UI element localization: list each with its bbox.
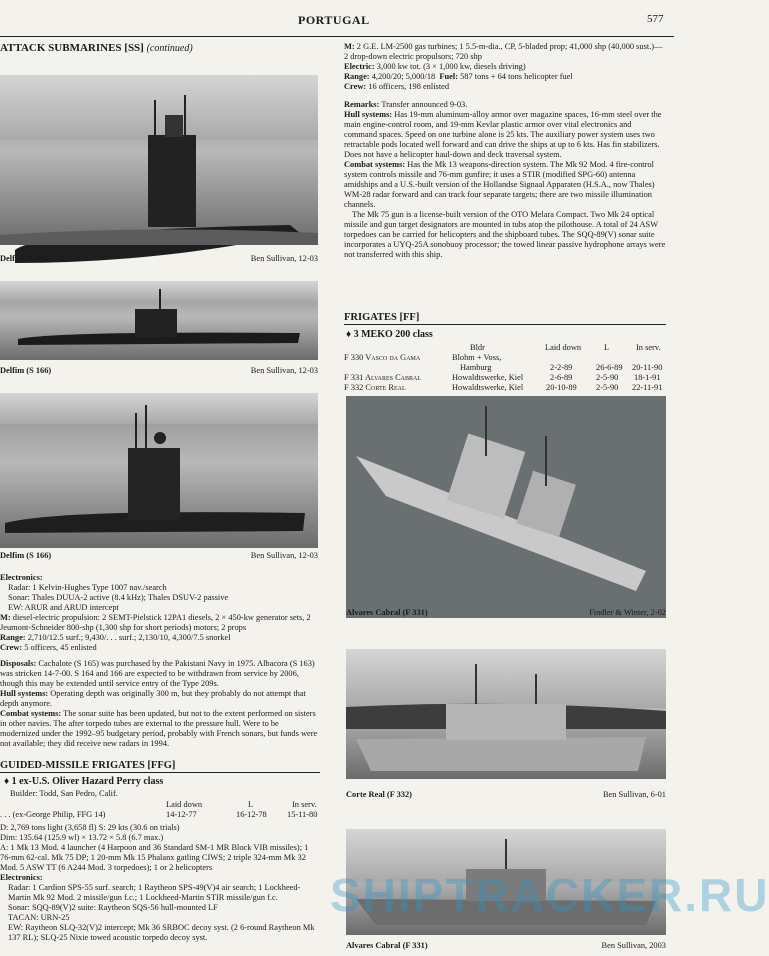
submarine-drawing: [0, 393, 318, 548]
photo-caption: Delfim (S 166): [0, 551, 52, 560]
gmf-section-title: GUIDED-MISSILE FRIGATES [FFG]: [0, 760, 176, 771]
photo-credit: Ben Sullivan, 12-03: [250, 366, 318, 375]
submarine-photo-2: [0, 281, 318, 360]
divider: [0, 772, 320, 773]
header-rule: [0, 36, 674, 37]
submarine-drawing: [0, 281, 318, 360]
photo-credit: Ben Sullivan, 12-03: [250, 551, 318, 560]
photo-caption: Corte Real (F 332): [346, 790, 412, 799]
photo-caption: Alvares Cabral (F 331): [346, 608, 428, 617]
table-row: F 330 Vasco da Gama: [344, 353, 421, 362]
watermark: SHIPTRACKER.RU: [330, 869, 769, 921]
frigate-photo-2: [346, 649, 666, 779]
photo-credit: Findler & Winter, 2-02: [589, 608, 666, 617]
photo-caption: Delfim (S 166): [0, 254, 52, 263]
country-title: PORTUGAL: [298, 13, 370, 27]
photo-caption: Alvares Cabral (F 331): [346, 941, 428, 950]
class-title: ♦ 1 ex-U.S. Oliver Hazard Perry class: [4, 776, 164, 787]
photo-caption: Delfim (S 166): [0, 366, 52, 375]
frigate-drawing: [346, 396, 666, 618]
photo-credit: Ben Sullivan, 12-03: [250, 254, 318, 263]
page-header: [0, 10, 674, 30]
submarine-photo-3: [0, 393, 318, 548]
ffg-specs: D: 2,769 tons light (3,658 fl) S: 29 kts (30.6 on trials) Dim: 135.64 (125.9 wl) × 13.72 × 5.8 (6.7 max.) A: 1 Mk 13 Mod. 4 launcher (4 Harpoon and 36 Standard SM-1 MR Block VIB missiles); 1 76-mm 62-cal. Mk 75 DP; 1 20-mm Mk 15 Phalanx gatling CIWS; 2 triple 324-mm Mk 32 Mod. 5 ASW TT (6 A244 Mod. 3 torpedoes); 1 or 2 helicopters Electronics: Radar: 1 Cardion SPS-55 surf. search; 1 Raytheon SPS-49(V)4 air search; 1 Lockheed-Martin Mk 92 Mod. 2 missile/gun f.c.; 1 Lockheed-Martin STIR missile/gun f.c. Sonar: SQQ-89(V)2 suite: Raytheon SQS-56 hull-mounted LF TACAN: URN-25 EW: Raytheon SLQ-32(V)2 intercept; Mk 36 SRBOC decoy syst. (2 6-round Raytheon Mk 137 RL); SLQ-25 Nixie towed acoustic torpedo decoy syst.: [0, 823, 315, 942]
ff-section-title: FRIGATES [FF]: [344, 312, 420, 323]
submarine-specs: Electronics: Radar: 1 Kelvin-Hughes Type 1007 nav./search Sonar: Thales DUUA-2 active (8.4 kHz); Thales DSUV-2 passive EW: ARUR and ARUD intercept M: diesel-electric propulsion: 2 SEMT-Pielstick 12PA1 diesels, 2 × 450-kw generator sets, 2 Jeumont-Schneider 800-shp (1,300 shp for short periods) motors; 2 props Range: 2,710/12.5 surf.; 9,430/. . . surf.; 2,130/10, 4,300/7.5 snorkel Crew: 5 officers, 45 enlisted Disposals: Cachalote (S 165) was purchased by the Pakistani Navy in 1975. Albacora (S 163) was stricken 14-7-00. S 164 and 166 are expected to be withdrawn from service by 2006, though this may be extended until service entry of the Type 209s. Hull systems: Operating depth was originally 300 m, but they probably do not attempt that depth anymore. Combat systems: The sonar suite has been updated, but not to the extent performed on sisters in other navies. The after torpedo tubes are external to the pressure hull. Were to be modernized under the 1992–95 budgetary period, probably with French sonars, but funds were not available; they did receive new radars in 1994.: [0, 573, 318, 748]
table-row: F 331 Alvares Cabral: [344, 373, 422, 382]
submarine-drawing: [0, 75, 318, 245]
section-title: ATTACK SUBMARINES [SS] (continued): [0, 42, 193, 54]
section-continued: (continued): [146, 43, 193, 54]
page-number: 577: [647, 13, 664, 25]
table-row: F 332 Corte Real: [344, 383, 406, 392]
frigate-photo-1: [346, 396, 666, 618]
submarine-photo-1: [0, 75, 318, 245]
photo-credit: Ben Sullivan, 2003: [601, 941, 666, 950]
frigate-drawing: [346, 649, 666, 779]
meko-class-title: ♦ 3 MEKO 200 class: [346, 329, 433, 340]
frigate-specs: M: 2 G.E. LM-2500 gas turbines; 1 5.5-m-dia., CP, 5-bladed prop; 41,000 shp (40,000 sust.)—2 drop-down electric propulsors; 720 shp Electric: 3,000 kw tot. (3 × 1,000 kw, diesels driving) Range: 4,200/20; 5,000/18 Fuel: 587 tons + 64 tons helicopter fuel Crew: 16 officers, 198 enlisted Remarks: Transfer announced 9-03. Hull systems: Has 19-mm aluminum-alloy armor over magazine spaces, 16-mm steel over the main engine-control room, and 19-mm Kevlar plastic armor over vital electronics and command spaces. Speed on one turbine alone is 25 kts. The auxiliary power system uses two retractable pods located well forward and can drive the ships at up to 6 kts. Has fin stabilizers. Does not have a helicopter haul-down and deck traversal system. Combat systems: Has the Mk 13 weapons-direction system. The Mk 92 Mod. 4 fire-control system controls missile and 76-mm gunfire; it uses a STIR (modified SPG-60) antenna amidships and a U.S.-built version of the Hollandse Signaal Apparaten (H.S.A., now Thales) WM-28 radar forward and can track four separate targets; there are two missile illumination channels. The Mk 75 gun is a license-built version of the OTO Melara Compact. Two Mk 24 optical missile and gun target designators are mounted in tubs atop the pilothouse. A total of 24 ASW torpedoes can be carried for helicopters and the shipboard tubes. The SQQ-89(V) sonar suite incorporates a UYQ-25A sonobuoy processor; the towed linear passive hydrophone arrays were not transferred with this ship.: [344, 42, 666, 259]
photo-credit: Ben Sullivan, 6-01: [602, 790, 666, 799]
divider: [344, 324, 666, 325]
builder: Builder: Todd, San Pedro, Calif.: [10, 789, 118, 798]
table-row: . . . (ex-George Philip, FFG 14): [0, 810, 106, 819]
